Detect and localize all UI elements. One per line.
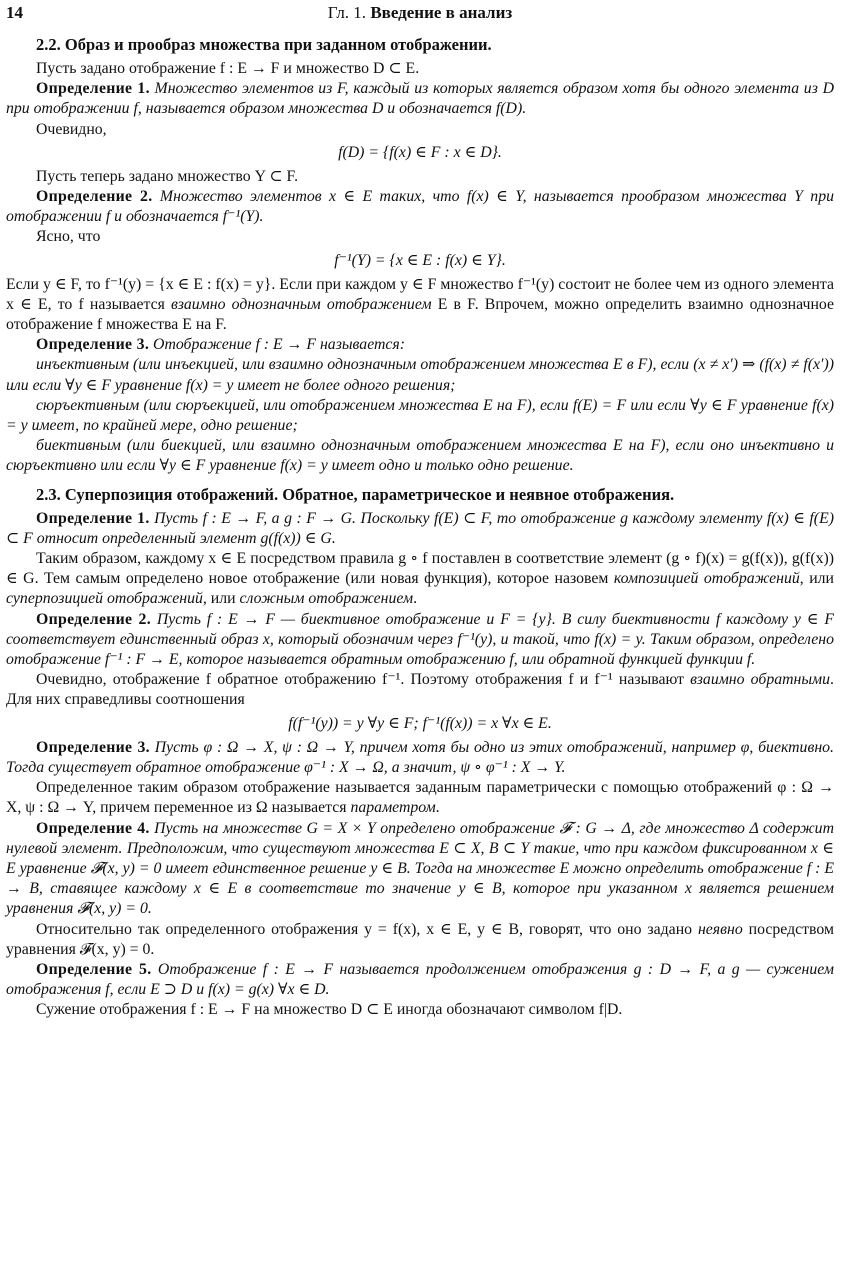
definition-item-surjective: сюръективным (или сюръекцией, или отображением множества E на F), если f(E) = F или если ∀y ∈ F уравнение f(x) = y имеет, по крайней мере, одно решение; bbox=[6, 396, 834, 435]
formula: f(f⁻¹(y)) = y ∀y ∈ F; f⁻¹(f(x)) = x ∀x ∈ E. bbox=[288, 714, 552, 732]
definition-text: Отображение f : E → F называется продолжением отображения g : D → F, а g — сужением отображения f, если E ⊃ D и f(x) = g(x) ∀x ∈ D. bbox=[6, 960, 834, 999]
definition-label: Определение 5. bbox=[36, 960, 152, 978]
definition bbox=[6, 79, 834, 119]
definition-label: Определение 4. bbox=[36, 819, 150, 837]
definition-label: Определение 2. bbox=[36, 188, 153, 206]
term: сложным отображением bbox=[239, 590, 414, 608]
definition-label: Определение 1. bbox=[36, 80, 150, 98]
running-header bbox=[6, 3, 834, 25]
definition bbox=[6, 819, 834, 920]
definition-label: Определение 3. bbox=[36, 336, 150, 354]
definition-text: Отображение f : E → F называется: bbox=[153, 336, 406, 354]
formula: f(D) = {f(x) ∈ F : x ∈ D}. bbox=[338, 143, 502, 161]
term: параметром bbox=[350, 799, 436, 817]
definition-item-bijective: биективным (или биекцией, или взаимно однозначным отображением множества E на F), если оно инъективно и сюръективно или если ∀y ∈ F уравнение f(x) = y имеет одно и только одно решение. bbox=[6, 437, 834, 475]
term: суперпозицией отображений bbox=[6, 590, 203, 608]
section-2-2-title: 2.2. Образ и прообраз множества при заданном отображении. bbox=[36, 35, 492, 54]
paragraph: Относительно так определенного отображения y = f(x), x ∈ E, y ∈ B, говорят, что оно задано неявно посредством уравнения 𝓕(x, y) = 0. bbox=[6, 920, 834, 958]
paragraph: Пусть задано отображение f : E → F и множество D ⊂ E. bbox=[36, 60, 420, 77]
definition-label: Определение 1. bbox=[36, 509, 150, 527]
definition-text: Множество элементов x ∈ E таких, что f(x) ∈ Y, называется прообразом множества Y при отображении f и обозначается f⁻¹(Y). bbox=[6, 188, 834, 226]
paragraph: Определенное таким образом отображение называется заданным параметрически с помощью отображений φ : Ω → X, ψ : Ω → Y, причем переменное из Ω называется параметром. bbox=[6, 779, 834, 817]
definition-text: Пусть f : E → F — биективное отображение и F = {y}. В силу биективности f каждому y ∈ F соответствует единственный образ x, который обозначим через f⁻¹(y), и такой, что f(x) = y. Таким образом, определено отображение f⁻¹ : F → E, которое называется обратным отображению f, или обратной функцией функции f. bbox=[6, 610, 835, 669]
formula: f⁻¹(Y) = {x ∈ E : f(x) ∈ Y}. bbox=[334, 251, 506, 269]
definition-item-injective: инъективным (или инъекцией, или взаимно однозначным отображением множества E в F), если (x ≠ x′) ⇒ (f(x) ≠ f(x′)) или если ∀y ∈ F уравнение f(x) = y имеет не более одного решения; bbox=[6, 356, 834, 394]
paragraph: Сужение отображения f : E → F на множество D ⊂ E иногда обозначают символом f|D. bbox=[36, 1001, 623, 1019]
definition-text: Пусть φ : Ω → X, ψ : Ω → Y, причем хотя бы одно из этих отображений, например φ, биективно. Тогда существует обратное отображение φ⁻¹ : X → Ω, а значит, ψ ∘ φ⁻¹ : X → Y. bbox=[6, 738, 834, 776]
chapter-title: Введение в анализ bbox=[370, 3, 513, 22]
definition-text: Пусть f : E → F, а g : F → G. Поскольку f(E) ⊂ F, то отображение g каждому элементу f(x) ∈ f(E) ⊂ F относит определенный элемент g(f(x)) ∈ G. bbox=[6, 509, 834, 547]
chapter-number: Гл. 1. bbox=[327, 3, 367, 22]
definition bbox=[6, 509, 834, 549]
definition-label: Определение 3. bbox=[36, 738, 150, 756]
paragraph: Пусть теперь задано множество Y ⊂ F. bbox=[36, 167, 299, 185]
page-number: 14 bbox=[6, 3, 23, 22]
paragraph: Ясно, что bbox=[36, 228, 101, 246]
definition bbox=[6, 960, 834, 1000]
term: композицией отображений bbox=[613, 570, 800, 588]
paragraph: Если y ∈ F, то f⁻¹(y) = {x ∈ E : f(x) = y}. Если при каждом y ∈ F множество f⁻¹(y) состоит не более чем из одного элемента x ∈ E, то f называется взаимно однозначным отображением E в F. Впрочем, можно определить взаимно однозначное отображение f множества E на F. bbox=[6, 275, 835, 334]
definition bbox=[6, 335, 834, 355]
definition bbox=[6, 610, 834, 671]
term: неявно bbox=[697, 920, 743, 938]
term: взаимно обратными bbox=[690, 671, 831, 689]
paragraph: Очевидно, bbox=[36, 120, 107, 138]
definition bbox=[6, 738, 834, 778]
definition-label: Определение 2. bbox=[36, 610, 151, 628]
chapter-heading bbox=[6, 3, 834, 23]
term: взаимно однозначным отображением bbox=[171, 295, 432, 313]
paragraph: Очевидно, отображение f обратное отображению f⁻¹. Поэтому отображения f и f⁻¹ называют взаимно обратными. Для них справедливы соотношения bbox=[6, 671, 834, 709]
definition-text: Множество элементов из F, каждый из которых является образом хотя бы одного элемента из D при отображении f, называется образом множества D и обозначается f(D). bbox=[6, 80, 834, 118]
definition-text: Пусть на множестве G = X × Y определено отображение 𝓕 : G → Δ, где множество Δ содержит нулевой элемент. Предположим, что существуют множества E ⊂ X, B ⊂ Y такие, что при каждом фиксированном x ∈ E уравнение 𝓕(x, y) = 0 имеет единственное решение y ∈ B. Тогда на множестве E можно определить отображение f : E → B, ставящее каждому x ∈ E в соответствие то значение y ∈ B, которое при указанном x является решением уравнения 𝓕(x, y) = 0. bbox=[6, 819, 834, 918]
definition bbox=[6, 187, 834, 227]
paragraph: Таким образом, каждому x ∈ E посредством правила g ∘ f поставлен в соответствие элемент (g ∘ f)(x) = g(f(x)), g(f(x)) ∈ G. Тем самым определено новое отображение (или новая функция), которое назовем композицией отображений, или суперпозицией отображений, или сложным отображением. bbox=[6, 550, 834, 608]
section-2-3-title: 2.3. Суперпозиция отображений. Обратное, параметрическое и неявное отображения. bbox=[36, 484, 675, 504]
